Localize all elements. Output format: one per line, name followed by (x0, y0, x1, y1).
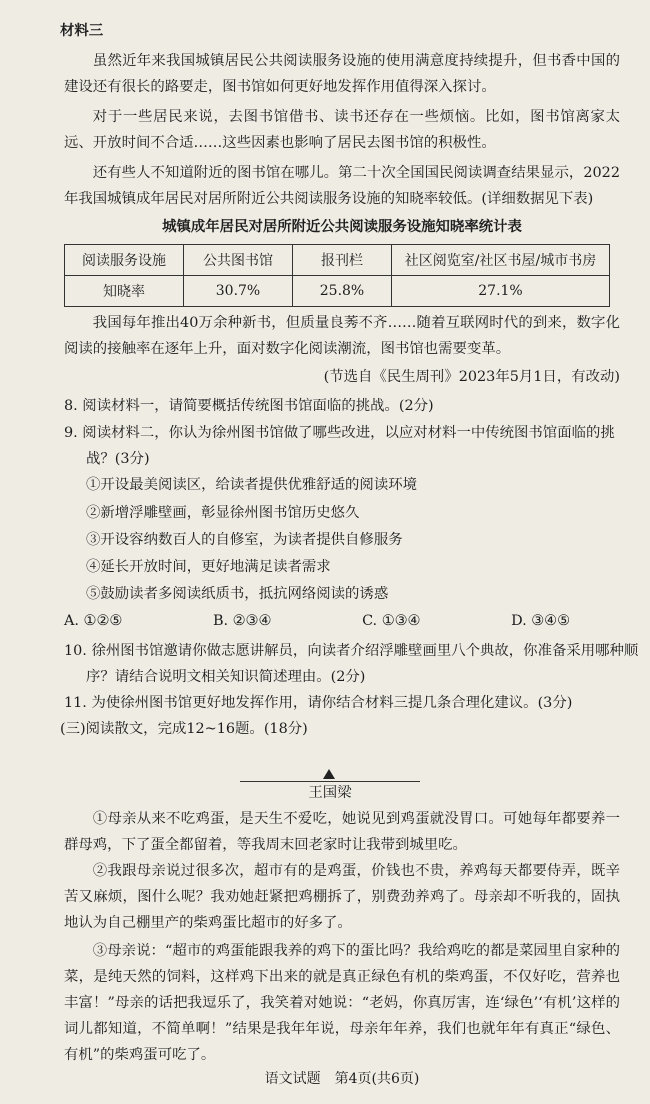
awareness-table (64, 244, 610, 307)
q9-option-4: ④延长开放时间，更好地满足读者需求 (86, 559, 331, 575)
choice-b: B. ②③④ (212, 613, 272, 629)
choice-a: A. ①②⑤ (64, 613, 123, 629)
table-title: 城镇成年居民对居所附近公共阅读服务设施知晓率统计表 (162, 218, 522, 235)
section-3-heading: (三)阅读散文，完成12~16题。(18分) (60, 721, 308, 737)
q9-option-5: ⑤鼓励读者多阅读纸质书，抵抗网络阅读的诱惑 (86, 586, 389, 602)
table-header-cell: 社区阅览室/社区书屋/城市书房 (392, 245, 610, 276)
essay-paragraph-1: ①母亲从来不吃鸡蛋，是天生不爱吃，她说见到鸡蛋就没胃口。可她每年都要养一群母鸡，下了蛋全都留着，等我周末回老家时让我带到城里吃。 (64, 811, 620, 853)
essay-paragraph-2: ②我跟母亲说过很多次，超市有的是鸡蛋，价钱也不贵，养鸡每天都要侍弄，既辛苦又麻烦，图什么呢？我劝她赶紧把鸡棚拆了，别费劲养鸡了。母亲却不听我的，固执地认为自己棚里产的柴鸡蛋比超市的好多了。 (64, 863, 620, 931)
paragraph-3: 还有些人不知道附近的图书馆在哪儿。第二十次全国国民阅读调查结果显示，2022年我国城镇成年居民对居所附近公共阅读服务设施的知晓率较低。(详细数据见下表) (64, 165, 620, 207)
q9-option-1: ①开设最美阅读区，给读者提供优雅舒适的阅读环境 (86, 477, 417, 493)
q9-option-2: ②新增浮雕壁画，彰显徐州图书馆历史悠久 (86, 505, 360, 521)
question-8: 8. 阅读材料一，请简要概括传统图书馆面临的挑战。(2分) (64, 398, 434, 414)
source-note: (节选自《民生周刊》2023年5月1日，有改动) (323, 369, 620, 385)
table-row-label: 知晓率 (65, 276, 184, 307)
choice-d: D. ③④⑤ (511, 613, 570, 629)
paragraph-4: 我国每年推出40万余种新书，但质量良莠不齐……随着互联网时代的到来，数字化阅读的接触率在逐年上升，面对数字化阅读潮流，图书馆也需要变革。 (64, 315, 620, 357)
q9-option-3: ③开设容纳数百人的自修室，为读者提供自修服务 (86, 532, 403, 548)
table-header-cell: 阅读服务设施 (65, 245, 184, 276)
question-11: 11. 为使徐州图书馆更好地发挥作用，请你结合材料三提几条合理化建议。(3分) (64, 695, 573, 711)
table-header-cell: 报刊栏 (293, 245, 392, 276)
question-10: 10. 徐州图书馆邀请你做志愿讲解员，向读者介绍浮雕壁画里八个典故，你准备采用哪种顺序？请结合说明文相关知识简述理由。(2分) (64, 643, 639, 685)
table-header-cell: 公共图书馆 (184, 245, 293, 276)
paragraph-2: 对于一些居民来说，去图书馆借书、读书还存在一些烦恼。比如，图书馆离家太远、开放时间不合适……这些因素也影响了居民去图书馆的积极性。 (64, 109, 620, 151)
choice-c: C. ①③④ (362, 613, 421, 629)
question-9: 9. 阅读材料二，你认为徐州图书馆做了哪些改进，以应对材料一中传统图书馆面临的挑战？(3分) (64, 425, 615, 467)
table-cell: 25.8% (293, 276, 392, 307)
table-row (65, 276, 610, 307)
triangle-icon (323, 769, 335, 779)
table-cell: 30.7% (184, 276, 293, 307)
q9-choices (64, 608, 570, 634)
material-heading: 材料三 (60, 22, 104, 39)
paragraph-1: 虽然近年来我国城镇居民公共阅读服务设施的使用满意度持续提升，但书香中国的建设还有很长的路要走，图书馆如何更好地发挥作用值得深入探讨。 (64, 53, 620, 95)
page-footer: 语文试题 第4页(共6页) (264, 1071, 420, 1087)
essay-author: 王国梁 (308, 785, 352, 801)
table-header-row (65, 245, 610, 276)
table-cell: 27.1% (392, 276, 610, 307)
essay-paragraph-3: ③母亲说：“超市的鸡蛋能跟我养的鸡下的蛋比吗？我给鸡吃的都是菜园里自家种的菜，是纯天然的饲料，这样鸡下出来的就是真正绿色有机的柴鸡蛋，不仅好吃，营养也丰富！”母亲的话把我逗乐了，我笑着对她说：“老妈，你真厉害，连‘绿色’‘有机’这样的词儿都知道，不简单啊！”结果是我年年说，母亲年年养，我们也就年年有真正“绿色、有机”的柴鸡蛋可吃了。 (64, 943, 620, 1063)
